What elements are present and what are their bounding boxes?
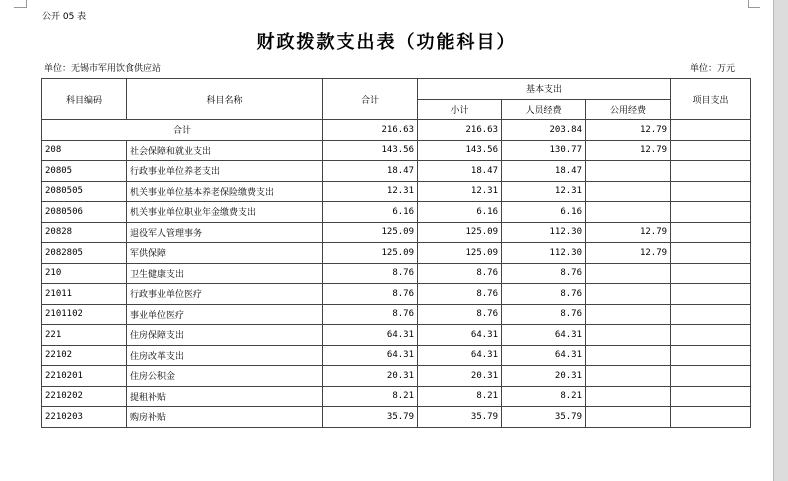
crop-mark (26, 0, 27, 8)
header-public: 公用经费 (586, 99, 671, 120)
row-total: 64.31 (323, 325, 418, 346)
row-total: 125.09 (323, 222, 418, 243)
row-name: 军供保障 (127, 243, 323, 264)
row-project (671, 345, 751, 366)
crop-mark (14, 7, 26, 8)
organization-unit: 单位：无锡市军用饮食供应站 (44, 64, 162, 74)
table-row (42, 181, 751, 202)
header-name: 科目名称 (127, 79, 323, 120)
row-subtotal: 64.31 (418, 345, 502, 366)
header-project: 项目支出 (671, 79, 751, 120)
row-personnel: 8.21 (502, 386, 586, 407)
row-name: 社会保障和就业支出 (127, 140, 323, 161)
row-subtotal: 6.16 (418, 202, 502, 223)
row-personnel: 8.76 (502, 304, 586, 325)
row-code: 2210201 (42, 366, 127, 387)
row-personnel: 6.16 (502, 202, 586, 223)
row-name: 住房保障支出 (127, 325, 323, 346)
header-personnel: 人员经费 (502, 99, 586, 120)
row-total: 6.16 (323, 202, 418, 223)
row-project (671, 284, 751, 305)
row-code: 2082805 (42, 243, 127, 264)
header-total: 合计 (323, 79, 418, 120)
table-body (42, 120, 751, 428)
row-public (586, 181, 671, 202)
row-personnel: 112.30 (502, 222, 586, 243)
row-project (671, 222, 751, 243)
row-name: 退役军人管理事务 (127, 222, 323, 243)
row-code: 208 (42, 140, 127, 161)
table-row (42, 202, 751, 223)
row-name: 卫生健康支出 (127, 263, 323, 284)
row-name: 机关事业单位基本养老保险缴费支出 (127, 181, 323, 202)
row-public: 12.79 (586, 140, 671, 161)
row-code: 2210203 (42, 407, 127, 428)
table-row (42, 304, 751, 325)
row-subtotal: 8.76 (418, 263, 502, 284)
row-subtotal: 64.31 (418, 325, 502, 346)
table-row (42, 140, 751, 161)
window-scrollbar[interactable] (774, 0, 788, 481)
total-row (42, 120, 751, 141)
row-subtotal: 8.21 (418, 386, 502, 407)
row-subtotal: 18.47 (418, 161, 502, 182)
row-project (671, 407, 751, 428)
row-personnel: 8.76 (502, 263, 586, 284)
row-personnel: 12.31 (502, 181, 586, 202)
table-row (42, 284, 751, 305)
row-subtotal: 125.09 (418, 222, 502, 243)
row-subtotal: 12.31 (418, 181, 502, 202)
row-total: 12.31 (323, 181, 418, 202)
table-row (42, 222, 751, 243)
row-total: 8.76 (323, 304, 418, 325)
total-total: 216.63 (323, 120, 418, 141)
row-project (671, 161, 751, 182)
row-subtotal: 35.79 (418, 407, 502, 428)
row-project (671, 202, 751, 223)
row-name: 提租补贴 (127, 386, 323, 407)
total-label: 合计 (42, 120, 323, 141)
row-public (586, 304, 671, 325)
row-code: 221 (42, 325, 127, 346)
expenditure-table (41, 78, 751, 428)
row-project (671, 304, 751, 325)
header-subtotal: 小计 (418, 99, 502, 120)
row-personnel: 64.31 (502, 345, 586, 366)
row-public (586, 366, 671, 387)
row-personnel: 112.30 (502, 243, 586, 264)
row-project (671, 263, 751, 284)
crop-mark (748, 0, 749, 8)
row-code: 22102 (42, 345, 127, 366)
row-public (586, 386, 671, 407)
row-total: 143.56 (323, 140, 418, 161)
row-code: 20805 (42, 161, 127, 182)
table-row (42, 345, 751, 366)
table-row (42, 366, 751, 387)
table-row (42, 407, 751, 428)
row-subtotal: 143.56 (418, 140, 502, 161)
table-row (42, 386, 751, 407)
row-personnel: 64.31 (502, 325, 586, 346)
row-subtotal: 125.09 (418, 243, 502, 264)
header-basic: 基本支出 (418, 79, 671, 100)
total-project (671, 120, 751, 141)
crop-mark (748, 7, 760, 8)
table-row (42, 325, 751, 346)
row-total: 18.47 (323, 161, 418, 182)
form-code: 公开 05 表 (42, 12, 87, 22)
row-project (671, 181, 751, 202)
row-personnel: 18.47 (502, 161, 586, 182)
row-code: 20828 (42, 222, 127, 243)
row-personnel: 20.31 (502, 366, 586, 387)
row-project (671, 243, 751, 264)
row-code: 21011 (42, 284, 127, 305)
row-name: 购房补贴 (127, 407, 323, 428)
row-total: 8.76 (323, 284, 418, 305)
header-code: 科目编码 (42, 79, 127, 120)
row-code: 2101102 (42, 304, 127, 325)
row-subtotal: 8.76 (418, 304, 502, 325)
row-total: 8.21 (323, 386, 418, 407)
row-public: 12.79 (586, 243, 671, 264)
row-public (586, 407, 671, 428)
row-public (586, 161, 671, 182)
row-name: 住房改革支出 (127, 345, 323, 366)
row-total: 20.31 (323, 366, 418, 387)
row-code: 2080505 (42, 181, 127, 202)
table-row (42, 263, 751, 284)
total-subtotal: 216.63 (418, 120, 502, 141)
row-code: 2210202 (42, 386, 127, 407)
table-row (42, 161, 751, 182)
row-public: 12.79 (586, 222, 671, 243)
total-public: 12.79 (586, 120, 671, 141)
row-name: 行政事业单位医疗 (127, 284, 323, 305)
row-total: 64.31 (323, 345, 418, 366)
row-subtotal: 20.31 (418, 366, 502, 387)
row-project (671, 140, 751, 161)
row-total: 125.09 (323, 243, 418, 264)
row-public (586, 284, 671, 305)
row-public (586, 202, 671, 223)
row-name: 住房公积金 (127, 366, 323, 387)
row-name: 机关事业单位职业年金缴费支出 (127, 202, 323, 223)
row-total: 35.79 (323, 407, 418, 428)
row-personnel: 35.79 (502, 407, 586, 428)
row-name: 事业单位医疗 (127, 304, 323, 325)
row-public (586, 263, 671, 284)
total-personnel: 203.84 (502, 120, 586, 141)
currency-unit: 单位：万元 (690, 64, 736, 74)
table-row (42, 243, 751, 264)
row-name: 行政事业单位养老支出 (127, 161, 323, 182)
row-total: 8.76 (323, 263, 418, 284)
row-project (671, 325, 751, 346)
row-code: 210 (42, 263, 127, 284)
row-subtotal: 8.76 (418, 284, 502, 305)
page-title: 财政拨款支出表（功能科目） (256, 32, 517, 53)
row-personnel: 130.77 (502, 140, 586, 161)
row-code: 2080506 (42, 202, 127, 223)
row-project (671, 386, 751, 407)
row-personnel: 8.76 (502, 284, 586, 305)
row-public (586, 345, 671, 366)
row-project (671, 366, 751, 387)
row-public (586, 325, 671, 346)
